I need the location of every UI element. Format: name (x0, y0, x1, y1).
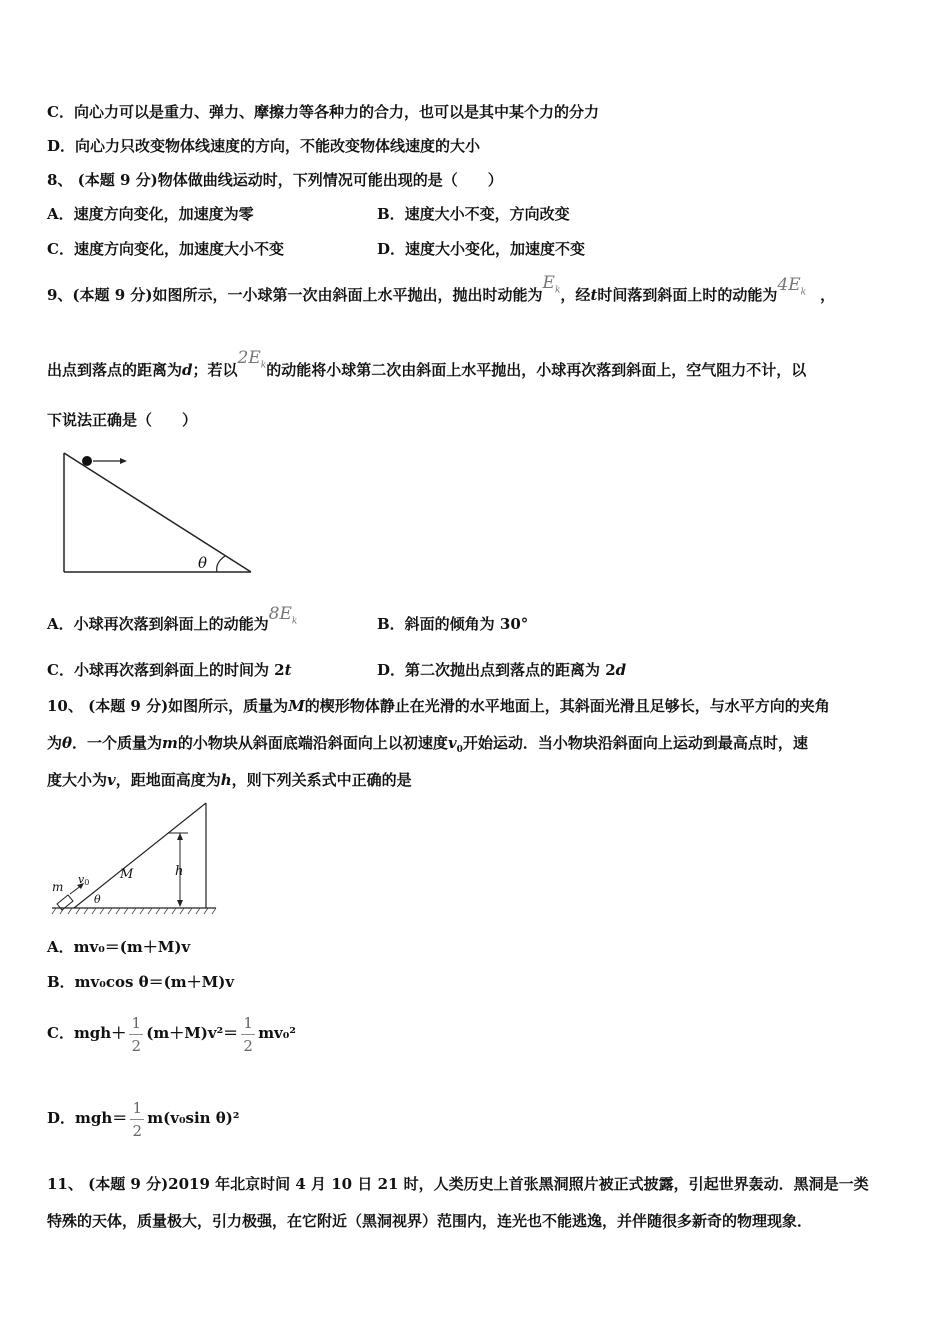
theta-label: θ (198, 554, 208, 572)
ball (82, 456, 92, 466)
q8-option-a: A．速度方向变化，加速度为零 (47, 205, 254, 223)
q10-option-a: A．mv₀＝(m＋M)v (47, 938, 191, 956)
v0-label: v0 (78, 873, 90, 887)
half-fraction: $\frac{1}{2}$ (129, 1014, 143, 1055)
q8-option-c: C．速度方向变化，加速度大小不变 (47, 240, 284, 258)
q9-option-b: B．斜面的倾角为 30° (377, 615, 529, 633)
incline-figure (55, 448, 260, 578)
q9-option-c: C．小球再次落到斜面上的时间为 2t (47, 661, 292, 679)
q10-stem-line1: 10、 (本题 9 分)如图所示，质量为M的楔形物体静止在光滑的水平地面上，其斜面光滑且足够长，与水平方向的夹角 (47, 697, 830, 715)
half-fraction: $\frac{1}{2}$ (130, 1099, 144, 1140)
q9-stem-line3: 下说法正确是（ ） (47, 411, 198, 429)
half-fraction: $\frac{1}{2}$ (241, 1014, 255, 1055)
velocity-arrow-head (120, 458, 127, 464)
wedge-theta-label: θ (94, 893, 101, 906)
q11-stem-line1: 11、 (本题 9 分)2019 年北京时间 4 月 10 日 21 时，人类历史上首张黑洞照片被正式披露，引起世界轰动．黑洞是一类 (47, 1175, 869, 1193)
q10-stem-line2: 为θ．一个质量为m的小物块从斜面底端沿斜面向上以初速度$v_0$开始运动．当小物块沿斜面向上运动到最高点时，速 (47, 734, 808, 755)
m-label: m (52, 880, 64, 894)
option-d-prev: D．向心力只改变物体线速度的方向，不能改变物体线速度的大小 (47, 137, 481, 155)
incline-slope (64, 453, 251, 572)
q9-stem-line1: 9、(本题 9 分)如图所示，一小球第一次由斜面上水平抛出，抛出时动能为$E_k$，经t时间落到斜面上时的动能为$4E_k$ ， (47, 273, 836, 304)
q10-stem-line3: 度大小为v，距地面高度为h，则下列关系式中正确的是 (47, 771, 412, 789)
ground-hatch (52, 908, 216, 914)
q10-option-c: C．mgh＋ $\frac{1}{2}$ (m＋M)v²＝ $\frac{1}{2}$ mv₀² (47, 1013, 296, 1055)
option-c-prev: C．向心力可以是重力、弹力、摩擦力等各种力的合力，也可以是其中某个力的分力 (47, 103, 599, 121)
q10-option-b: B．mv₀cos θ＝(m＋M)v (47, 973, 235, 991)
height-arrow-bottom (177, 900, 183, 907)
q10-option-d: D．mgh＝ $\frac{1}{2}$ m(v₀sin θ)² (47, 1098, 240, 1140)
q9-option-d: D．第二次抛出点到落点的距离为 2d (377, 661, 627, 679)
q8-stem: 8、 (本题 9 分)物体做曲线运动时，下列情况可能出现的是（ ） (47, 171, 503, 189)
q9-stem-line2: 出点到落点的距离为d；若以$2E_k$的动能将小球第二次由斜面上水平抛出，小球再次落到斜面上，空气阻力不计，以 (47, 348, 807, 379)
q9-option-a: A．小球再次落到斜面上的动能为$8E_k$ (47, 604, 298, 633)
M-label: M (120, 867, 134, 882)
q11-stem-line2: 特殊的天体，质量极大，引力极强，在它附近（黑洞视界）范围内，连光也不能逃逸，并伴随很多新奇的物理现象． (47, 1212, 813, 1230)
q8-option-d: D．速度大小变化，加速度不变 (377, 240, 586, 258)
height-arrow-top (177, 833, 183, 840)
h-label: h (175, 864, 184, 879)
q8-option-b: B．速度大小不变，方向改变 (377, 205, 570, 223)
wedge-figure (48, 798, 220, 918)
angle-arc (217, 556, 225, 572)
